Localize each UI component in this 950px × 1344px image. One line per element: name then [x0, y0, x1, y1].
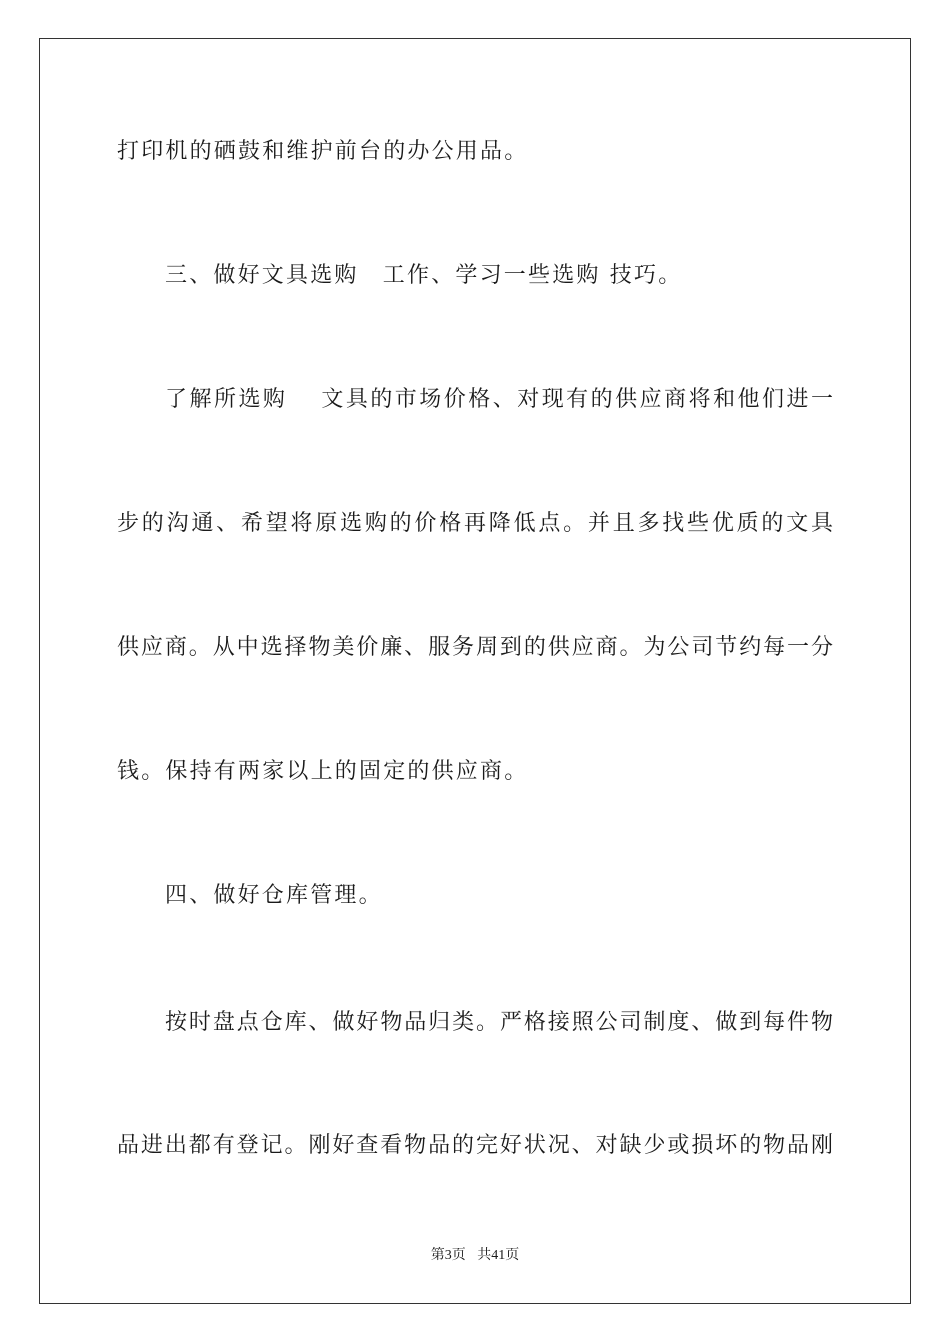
- text-line-3: 了解所选购 文具的市场价格、对现有的供应商将和他们进一: [165, 387, 833, 412]
- text-line-5: 供应商。从中选择物美价廉、服务周到的供应商。为公司节约每一分: [117, 635, 833, 660]
- page-number: 第3页: [430, 1248, 466, 1263]
- text-line-8: 按时盘点仓库、做好物品归类。严格接照公司制度、做到每件物: [165, 1010, 833, 1035]
- text-line-6: 钱。保持有两家以上的固定的供应商。: [117, 759, 529, 784]
- text-line-4: 步的沟通、希望将原选购的价格再降低点。并且多找些优质的文具: [117, 511, 833, 536]
- page-frame: [39, 38, 911, 1304]
- section-heading-3: 三、做好文具选购 工作、学习一些选购 技巧。: [165, 263, 683, 288]
- section-heading-4: 四、做好仓库管理。: [165, 883, 383, 908]
- text-line-1: 打印机的硒鼓和维护前台的办公用品。: [117, 139, 529, 164]
- text-line-9: 品进出都有登记。刚好查看物品的完好状况、对缺少或损坏的物品刚: [117, 1133, 833, 1158]
- page-total: 共41页: [477, 1248, 520, 1263]
- page-footer: [0, 1246, 950, 1266]
